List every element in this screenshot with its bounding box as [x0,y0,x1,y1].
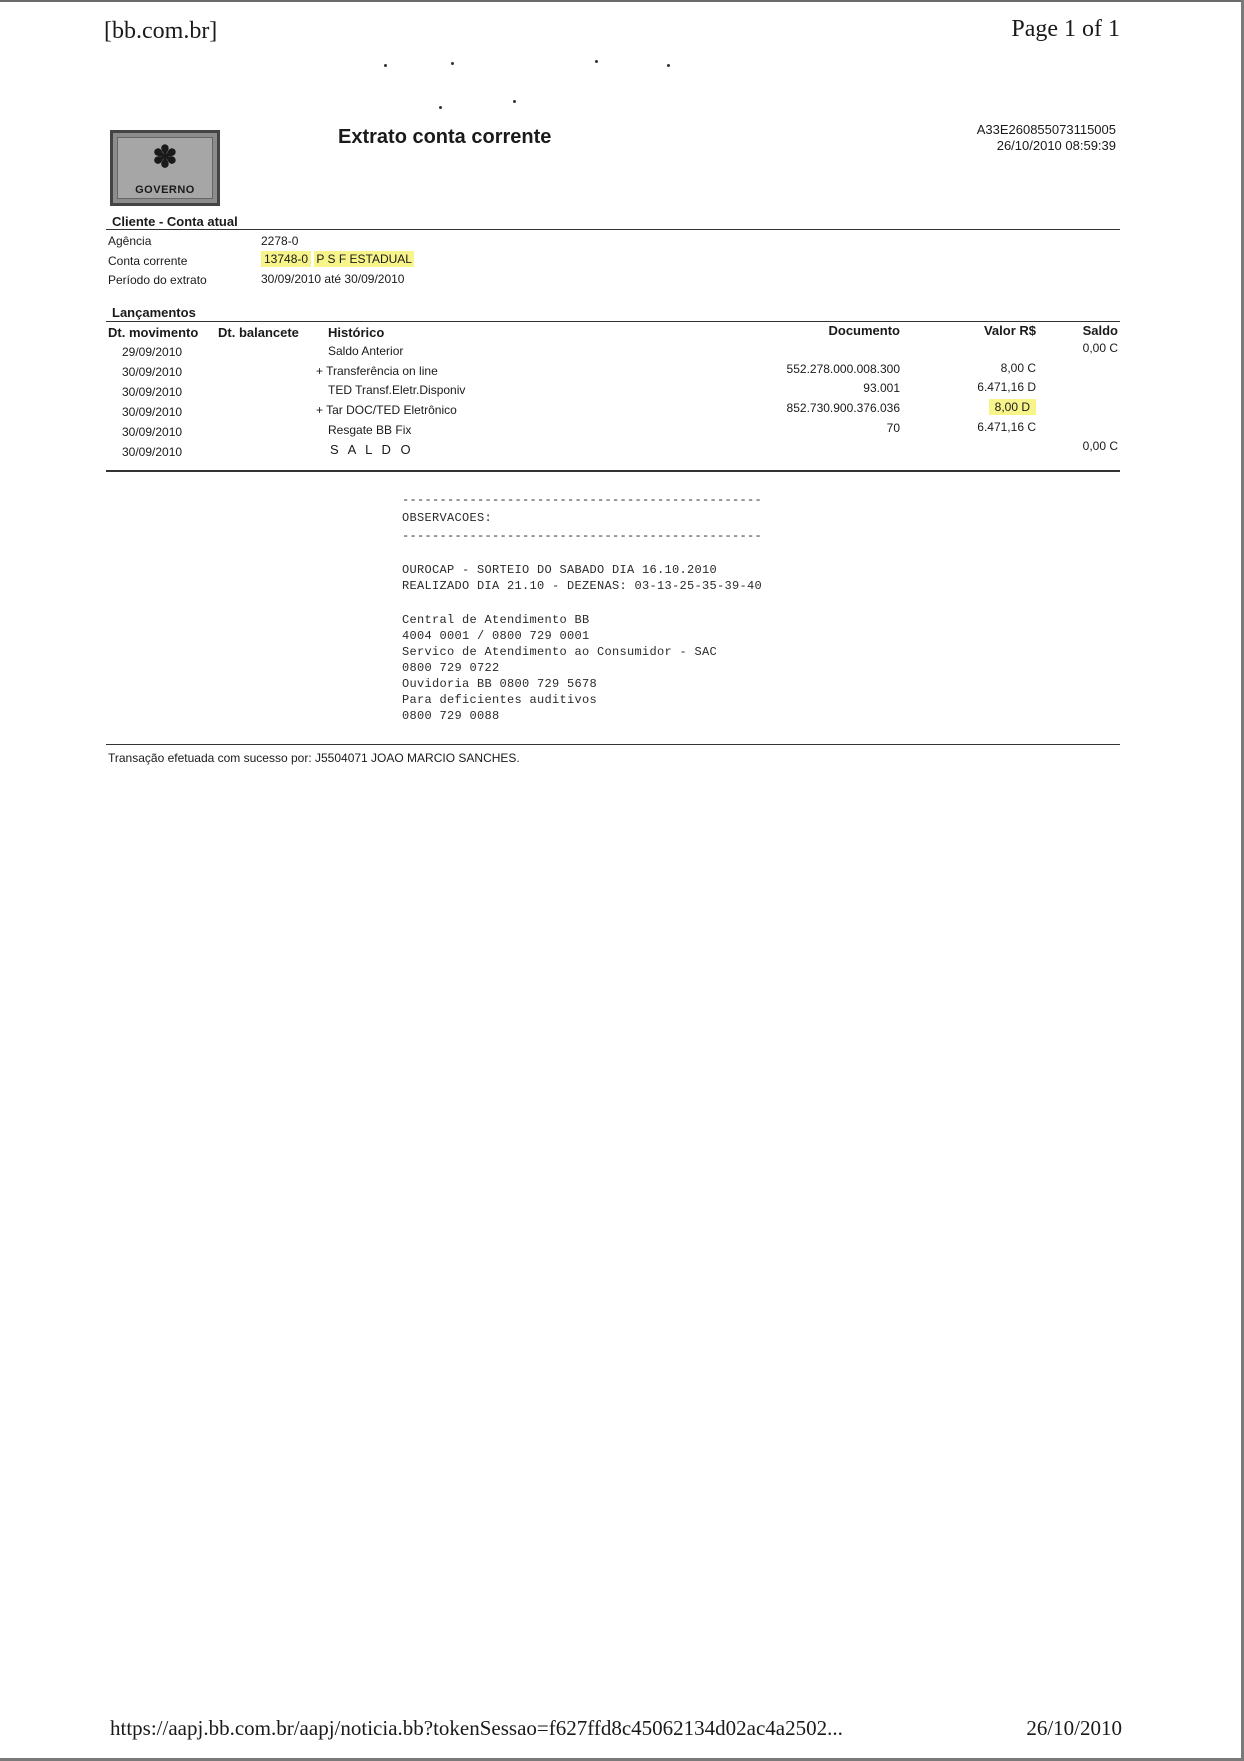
print-header-page: Page 1 of 1 [1011,16,1120,42]
cell-dt-movimento: 30/09/2010 [122,405,183,419]
col-header-saldo: Saldo [1082,323,1118,338]
deficientes-phone: 0800 729 0088 [402,709,500,723]
scan-speck [667,64,670,67]
conta-value [261,252,414,266]
print-footer-date: 26/10/2010 [1026,1716,1122,1740]
print-header-site: [bb.com.br] [104,18,218,44]
sac-phone: 0800 729 0722 [402,661,500,675]
cell-documento: 93.001 [863,381,900,395]
transaction-note: Transação efetuada com sucesso por: J5504071 JOAO MARCIO SANCHES. [108,751,520,765]
bank-logo-text: GOVERNO [135,184,195,196]
cell-documento: 852.730.900.376.036 [786,401,900,415]
observacoes-dashes-top: ------------------------------------------------ [402,493,763,507]
bb-logo-icon: ✽ [152,141,178,174]
observacoes-dashes-bottom: ------------------------------------------------ [402,529,763,543]
ourocap-line-2: REALIZADO DIA 21.10 - DEZENAS: 03-13-25-35-39-40 [402,579,763,593]
conta-label: Conta corrente [108,254,188,268]
col-header-documento: Documento [828,323,900,338]
lancamentos-divider [106,321,1120,322]
periodo-value: 30/09/2010 até 30/09/2010 [261,272,405,286]
bank-logo [110,130,220,206]
cell-valor: 8,00 C [1000,361,1036,375]
cell-dt-movimento: 30/09/2010 [122,445,183,459]
col-header-historico: Histórico [328,325,385,340]
cell-valor-wrap [920,400,1036,414]
statement-code: A33E260855073115005 [976,122,1116,137]
cell-historico: Resgate BB Fix [328,423,412,437]
print-footer-url: https://aapj.bb.com.br/aapj/noticia.bb?tokenSessao=f627ffd8c45062134d02ac4a2502... [110,1716,843,1740]
client-section-title: Cliente - Conta atual [112,214,238,229]
agencia-value: 2278-0 [261,234,299,248]
cell-documento: 552.278.000.008.300 [786,362,900,376]
client-divider [106,229,1120,230]
scan-speck [439,106,442,109]
central-label: Central de Atendimento BB [402,613,590,627]
col-header-dt-movimento: Dt. movimento [108,325,199,340]
scan-speck [513,100,516,103]
scan-speck [384,64,387,67]
scan-speck [595,60,598,63]
cell-historico: + Transferência on line [316,364,438,378]
cell-dt-movimento: 29/09/2010 [122,345,183,359]
cell-saldo: 0,00 C [1082,439,1118,453]
cell-valor: 6.471,16 C [977,420,1036,434]
cell-historico: S A L D O [330,442,414,457]
central-phones: 4004 0001 / 0800 729 0001 [402,629,590,643]
deficientes-label: Para deficientes auditivos [402,693,598,707]
agencia-label: Agência [108,234,152,248]
table-bottom-divider [106,470,1120,472]
cell-dt-movimento: 30/09/2010 [122,385,183,399]
col-header-dt-balancete: Dt. balancete [218,325,299,340]
cell-valor: 6.471,16 D [977,380,1036,394]
conta-name: P S F ESTADUAL [316,252,412,266]
footer-divider [106,744,1120,745]
cell-dt-movimento: 30/09/2010 [122,365,183,379]
observacoes-block [402,492,762,724]
scan-edge-top [0,0,1244,2]
statement-title: Extrato conta corrente [338,126,552,148]
statement-datetime: 26/10/2010 08:59:39 [996,138,1116,153]
sac-label: Servico de Atendimento ao Consumidor - SAC [402,645,718,659]
cell-saldo: 0,00 C [1082,341,1118,355]
lancamentos-section-title: Lançamentos [112,305,196,320]
ouvidoria-line: Ouvidoria BB 0800 729 5678 [402,677,598,691]
statement-code-block [977,122,1116,154]
cell-valor: 8,00 D [989,399,1036,415]
ourocap-line-1: OUROCAP - SORTEIO DO SABADO DIA 16.10.2010 [402,563,718,577]
cell-historico: Saldo Anterior [328,344,404,358]
cell-historico: + Tar DOC/TED Eletrônico [316,403,457,417]
periodo-label: Período do extrato [108,273,207,287]
col-header-valor: Valor R$ [983,323,1036,338]
scan-speck [451,62,454,65]
cell-historico: TED Transf.Eletr.Disponiv [328,383,466,397]
cell-dt-movimento: 30/09/2010 [122,425,183,439]
conta-number: 13748-0 [261,251,311,267]
cell-documento: 70 [886,421,900,435]
observacoes-title: OBSERVACOES: [402,511,493,525]
